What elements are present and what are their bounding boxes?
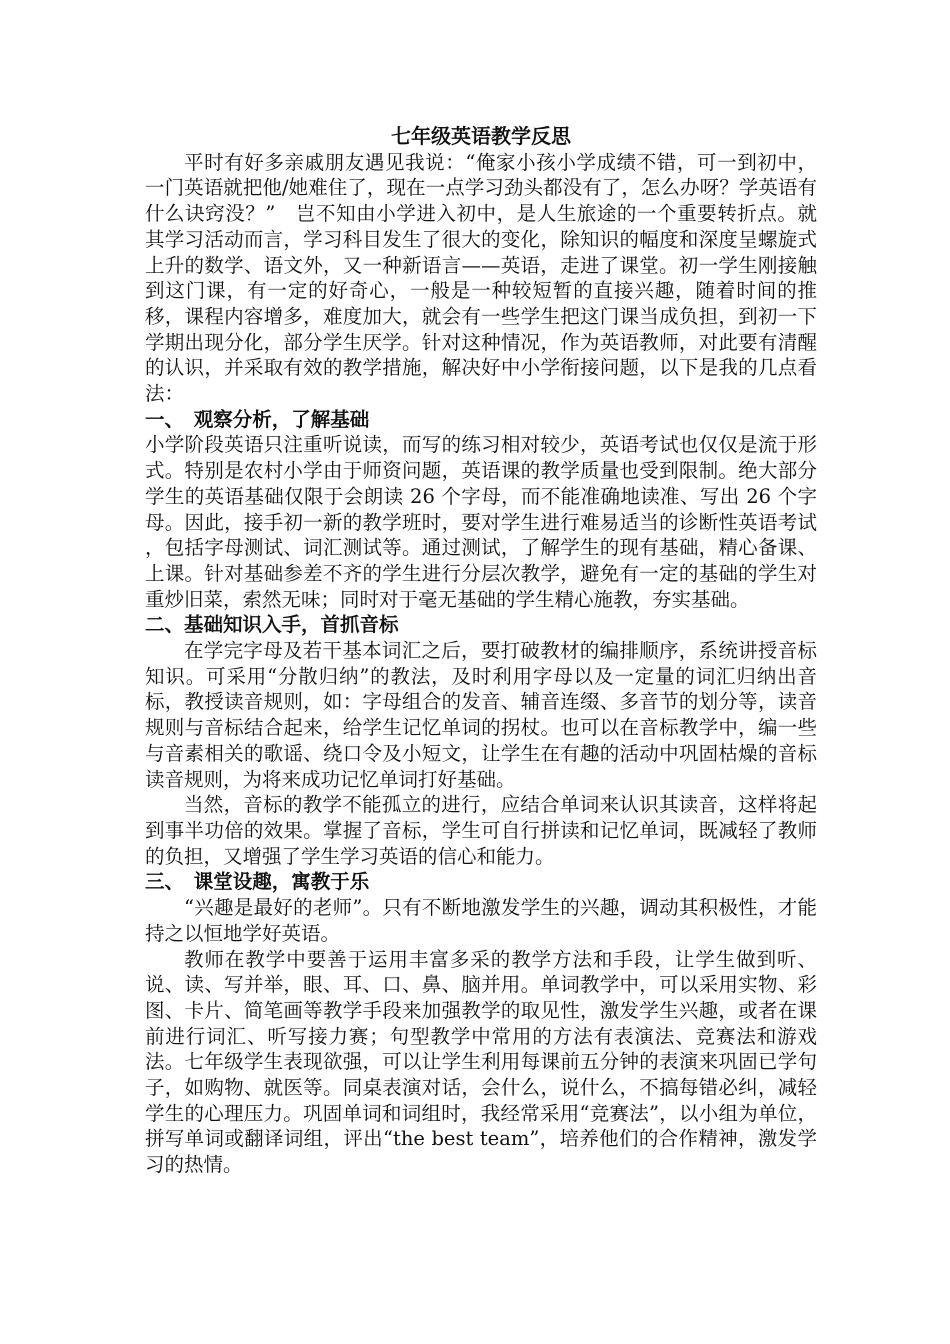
document-title: 七年级英语教学反思 xyxy=(391,124,571,148)
section-3-paragraph-2: 教师在教学中要善于运用丰富多采的教学方法和手段，让学生做到听、说、读、写并举，眼、耳、口、鼻、脑并用。单词教学中，可以采用实物、彩图、卡片、简笔画等教学手段来加强教学的取见性，激发学生兴趣，或者在课前进行词汇、听写接力赛；句型教学中常用的方法有表演法、竞赛法和游戏法。七年级学生表现欲强，可以让学生利用每课前五分钟的表演来巩固已学句子，如购物、就医等。同桌表演对话，会什么，说什么，不搞每错必纠，减轻学生的心理压力。巩固单词和词组时，我经常采用“竞赛法”，以小组为单位，拼写单词或翻译词组，评出“the best team”，培养他们的合作精神，激发学习的热情。 xyxy=(145,947,817,1177)
section-3-paragraph-1: “兴趣是最好的老师”。只有不断地激发学生的兴趣，调动其积极性，才能持之以恒地学好英语。 xyxy=(145,896,817,945)
section-heading-2: 二、基础知识入手，首抓音标 xyxy=(145,613,399,637)
section-1-paragraph: 小学阶段英语只注重听说读，而写的练习相对较少，英语考试也仅仅是流于形式。特别是农村小学由于师资问题，英语课的教学质量也受到限制。绝大部分学生的英语基础仅限于会朗读 26 个字母，而不能准确地读准、写出 26 个字母。因此，接手初一新的教学班时，要对学生进行难易适当的诊断性英语考试 ，包括字母测试、词汇测试等。通过测试，了解学生的现有基础，精心备课、上课。针对基础参差不齐的学生进行分层次教学，避免有一定的基础的学生对重炒旧菜，索然无味；同时对于毫无基础的学生精心施教，夯实基础。 xyxy=(145,433,817,611)
section-heading-1: 一、 观察分析，了解基础 xyxy=(145,407,370,431)
document-page xyxy=(145,124,817,1178)
section-2-paragraph-1: 在学完字母及若干基本词汇之后，要打破教材的编排顺序，系统讲授音标知识。可采用“分散归纳”的教法，及时利用字母以及一定量的词汇归纳出音标，教授读音规则，如：字母组合的发音、辅音连缀、多音节的划分等，读音规则与音标结合起来，给学生记忆单词的拐杖。也可以在音标教学中，编一些与音素相关的歌谣、绕口令及小短文，让学生在有趣的活动中巩固枯燥的音标读音规则，为将来成功记忆单词打好基础。 xyxy=(145,639,817,791)
section-heading-3: 三、 课堂设趣，寓教于乐 xyxy=(145,870,370,894)
section-2-paragraph-2: 当然，音标的教学不能孤立的进行，应结合单词来认识其读音，这样将起到事半功倍的效果。掌握了音标，学生可自行拼读和记忆单词，既减轻了教师的负担，又增强了学生学习英语的信心和能力。 xyxy=(145,793,817,868)
intro-paragraph: 平时有好多亲戚朋友遇见我说：“俺家小孩小学成绩不错，可一到初中，一门英语就把他/她难住了，现在一点学习劲头都没有了，怎么办呀？学英语有什么诀窍没？” 岂不知由小学进入初中，是人生旅途的一个重要转折点。就其学习活动而言，学习科目发生了很大的变化，除知识的幅度和深度呈螺旋式上升的数学、语文外，又一种新语言——英语，走进了课堂。初一学生刚接触到这门课，有一定的好奇心，一般是一种较短暂的直接兴趣，随着时间的推移，课程内容增多，难度加大，就会有一些学生把这门课当成负担，到初一下学期出现分化，部分学生厌学。针对这种情况，作为英语教师，对此要有清醒的认识，并采取有效的教学措施，解决好中小学衔接问题，以下是我的几点看法： xyxy=(145,150,817,406)
